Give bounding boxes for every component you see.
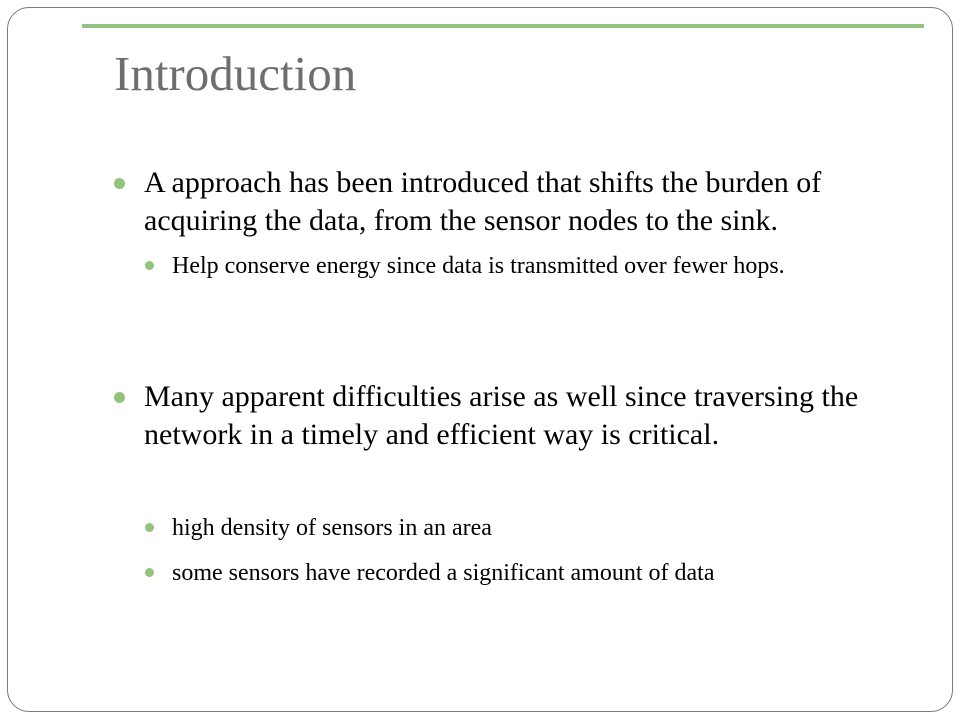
slide-frame [7, 7, 953, 712]
sub-bullet-text: high density of sensors in an area [172, 515, 492, 541]
sub-bullet-item [145, 555, 905, 591]
bullet-item [114, 164, 904, 240]
sub-bullet-dot-icon [145, 568, 154, 577]
sub-bullet-dot-icon [145, 261, 154, 270]
sub-bullet-dot-icon [145, 523, 154, 532]
bullet-text: A approach has been introduced that shifts the burden of acquiring the data, from the sensor nodes to the sink. [144, 166, 822, 237]
sub-bullet-item [145, 510, 905, 546]
sub-bullet-text: Help conserve energy since data is transmitted over fewer hops. [172, 253, 785, 279]
title-accent-line [82, 24, 924, 28]
bullet-dot-icon [114, 392, 125, 403]
sub-bullet-text: some sensors have recorded a significant amount of data [172, 560, 715, 586]
bullet-item [114, 378, 904, 454]
slide-title: Introduction [114, 46, 357, 101]
bullet-dot-icon [114, 178, 125, 189]
sub-bullet-item [145, 248, 905, 284]
bullet-text: Many apparent difficulties arise as well since traversing the network in a timely and efficient way is critical. [144, 380, 859, 451]
